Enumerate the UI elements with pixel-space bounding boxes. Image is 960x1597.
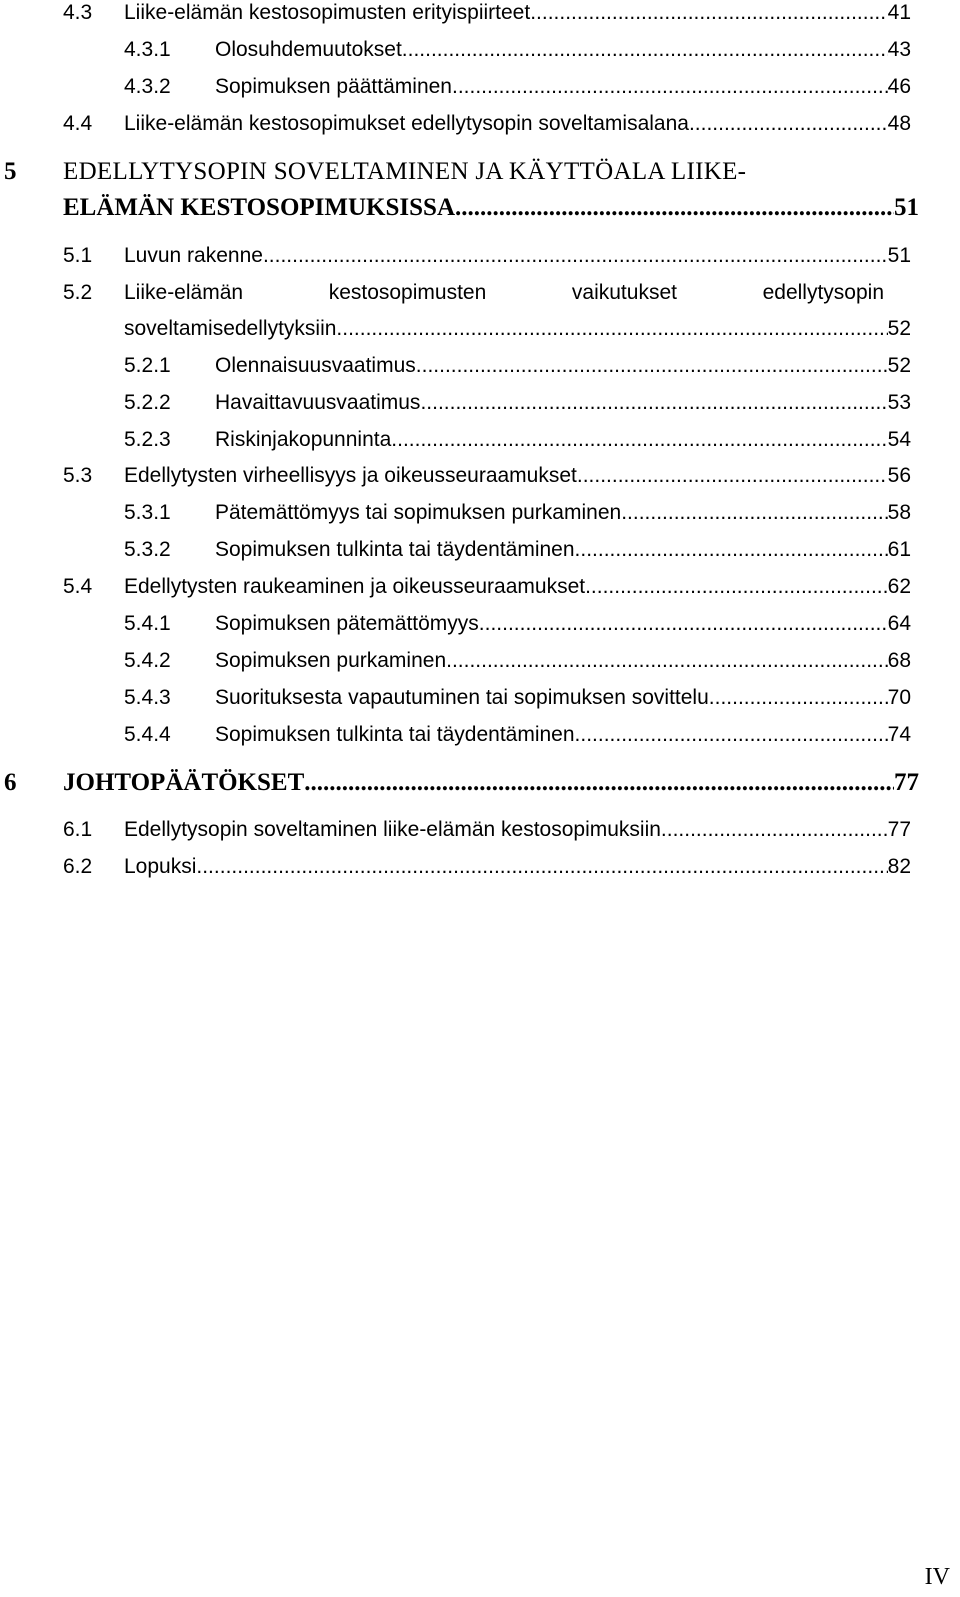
toc-title: Havaittavuusvaatimus [215,391,421,414]
toc-page: 43 [887,38,911,61]
toc-entry[interactable] [215,353,911,379]
toc-entry[interactable] [124,0,911,26]
toc-page: 52 [887,317,911,340]
toc-page: 77 [894,769,919,796]
toc-number: 6 [4,769,17,796]
toc-number: 5.4 [63,575,93,598]
toc-number: 5.2.3 [124,428,171,451]
toc-title-line1: Liike-elämän kestosopimusten vaikutukset edellytysopin [124,281,884,304]
toc-number: 5.2.1 [124,354,171,377]
toc-entry[interactable] [215,611,911,637]
toc-title: Olennaisuusvaatimus [215,354,416,377]
toc-page: 46 [887,75,911,98]
toc-entry[interactable] [215,390,911,416]
toc-entry[interactable] [215,37,911,63]
toc-page: 51 [887,244,911,267]
toc-number: 4.4 [63,112,93,135]
toc-number: 5.3 [63,464,93,487]
toc-number: 6.1 [63,818,93,841]
toc-number: 5.3.1 [124,501,171,524]
toc-number: 5 [4,158,17,185]
toc-page: 48 [887,112,911,135]
toc-number: 5.4.1 [124,612,171,635]
toc-entry[interactable] [215,427,911,453]
toc-title: Edellytysopin soveltaminen liike-elämän kestosopimuksiin [124,818,661,841]
toc-number: 5.2.2 [124,391,171,414]
toc-entry[interactable] [124,316,911,342]
toc-page: 74 [887,723,911,746]
toc-title: Pätemättömyys tai sopimuksen purkaminen [215,501,622,524]
toc-number: 5.4.3 [124,686,171,709]
toc-page: 54 [887,428,911,451]
toc-title: Sopimuksen tulkinta tai täydentäminen [215,723,575,746]
toc-page: 70 [887,686,911,709]
toc-entry[interactable] [124,574,911,600]
toc-page: 77 [887,818,911,841]
toc-entry[interactable] [124,463,911,489]
toc-number: 4.3.2 [124,75,171,98]
toc-number: 5.1 [63,244,93,267]
toc-number: 4.3.1 [124,38,171,61]
toc-title: Edellytysten raukeaminen ja oikeusseuraamukset [124,575,586,598]
toc-entry[interactable] [215,648,911,674]
toc-title: Sopimuksen purkaminen [215,649,447,672]
toc-title: JOHTOPÄÄTÖKSET [63,769,305,796]
toc-entry[interactable] [124,111,911,137]
toc-entry[interactable] [215,722,911,748]
toc-number: 5.3.2 [124,538,171,561]
page-number: IV [924,1564,950,1590]
toc-page: 51 [894,194,919,221]
toc-title: Suorituksesta vapautuminen tai sopimuksen sovittelu [215,686,709,709]
toc-title: Olosuhdemuutokset [215,38,402,61]
toc-title: Riskinjakopunninta [215,428,392,451]
toc-page: 64 [887,612,911,635]
toc-title: Luvun rakenne [124,244,263,267]
toc-number: 5.2 [63,281,93,304]
toc-page: 68 [887,649,911,672]
toc-page: 58 [887,501,911,524]
toc-title: Liike-elämän kestosopimukset edellytysopin soveltamisalana [124,112,689,135]
toc-entry[interactable] [63,193,919,223]
toc-page: 41 [887,1,911,24]
toc-entry[interactable] [63,768,919,798]
toc-title: soveltamisedellytyksiin [124,317,337,340]
toc-entry[interactable] [124,243,911,269]
toc-entry[interactable] [124,817,911,843]
toc-title: Sopimuksen päättäminen [215,75,452,98]
toc-title: Sopimuksen tulkinta tai täydentäminen [215,538,575,561]
toc-page: 53 [887,391,911,414]
toc-page: 56 [887,464,911,487]
toc-page: 52 [887,354,911,377]
toc-entry[interactable] [215,537,911,563]
toc-entry[interactable] [215,500,911,526]
toc-title: ELÄMÄN KESTOSOPIMUKSISSA [63,194,455,221]
toc-title-line1: EDELLYTYSOPIN SOVELTAMINEN JA KÄYTTÖALA LIIKE- [63,158,747,185]
toc-page: 62 [887,575,911,598]
toc-entry[interactable] [215,685,911,711]
toc-number: 5.4.2 [124,649,171,672]
toc-page: 82 [887,855,911,878]
toc-title: Lopuksi [124,855,197,878]
toc-number: 4.3 [63,1,93,24]
toc-title: Edellytysten virheellisyys ja oikeusseuraamukset [124,464,577,487]
toc-entry[interactable] [215,74,911,100]
toc-entry[interactable] [124,854,911,880]
toc-title: Liike-elämän kestosopimusten erityispiirteet [124,1,531,24]
toc-page: 61 [887,538,911,561]
toc-number: 6.2 [63,855,93,878]
toc-number: 5.4.4 [124,723,171,746]
toc-title: Sopimuksen pätemättömyys [215,612,479,635]
